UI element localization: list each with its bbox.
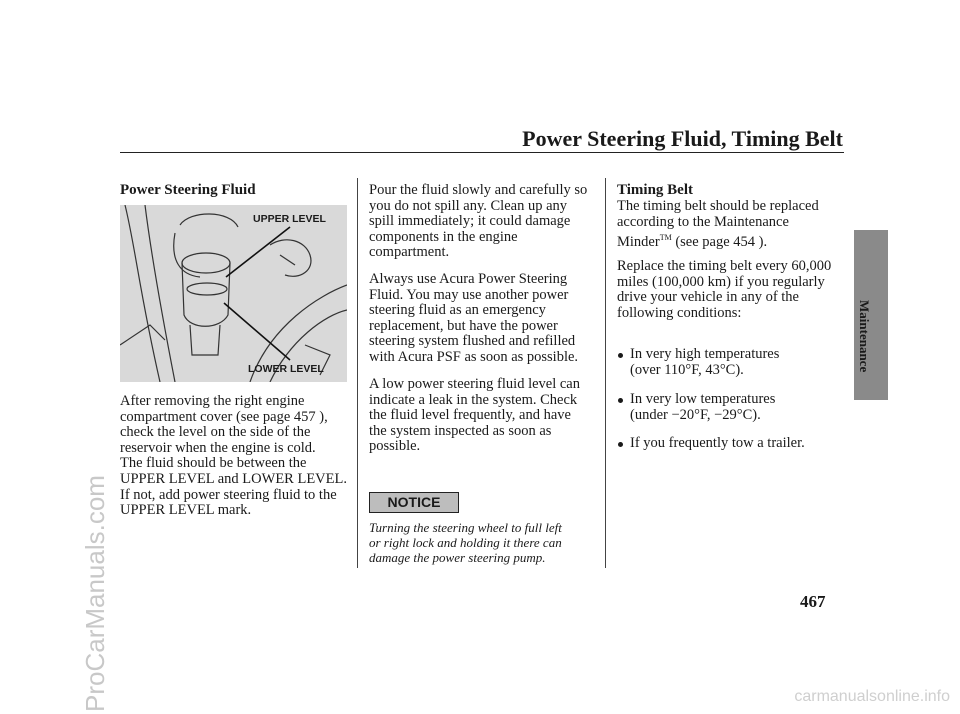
text-line: with Acura PSF as soon as possible. bbox=[369, 348, 579, 365]
timing-belt-heading: Timing Belt bbox=[617, 182, 693, 198]
text-line: check the level on the side of the bbox=[120, 424, 311, 441]
text-line: damage the power steering pump. bbox=[369, 550, 546, 565]
text-line: In very low temperatures bbox=[630, 391, 776, 407]
timing-belt-intro bbox=[617, 199, 852, 251]
text-line: indicate a leak in the system. Check bbox=[369, 391, 578, 408]
text-line: possible. bbox=[369, 438, 421, 455]
text-line: After removing the right engine bbox=[120, 393, 305, 409]
column-divider-right bbox=[605, 178, 606, 568]
text-line: The timing belt should be replaced bbox=[617, 198, 819, 214]
text-line: compartment. bbox=[369, 244, 450, 261]
bullet-dot-icon bbox=[618, 353, 623, 358]
acura-psf-paragraph bbox=[369, 272, 604, 366]
text-line: you do not spill any. Clean up any bbox=[369, 197, 568, 214]
minder-word: Minder bbox=[617, 234, 660, 251]
text-line: spill immediately; it could damage bbox=[369, 213, 571, 230]
check-level-paragraph bbox=[120, 394, 355, 519]
text-line: the fluid level frequently, and have bbox=[369, 407, 571, 424]
text-line: UPPER LEVEL mark. bbox=[120, 502, 252, 519]
text-line: UPPER LEVEL and LOWER LEVEL. bbox=[120, 470, 347, 487]
text-line: according to the Maintenance bbox=[617, 213, 789, 230]
text-line: (over 110°F, 43°C). bbox=[630, 361, 744, 378]
text-line: the system inspected as soon as bbox=[369, 422, 552, 439]
condition-bullet-low-temp bbox=[618, 392, 858, 424]
text-line: replacement, but have the power bbox=[369, 317, 558, 334]
text-line: In very high temperatures bbox=[630, 346, 780, 362]
text-line: drive your vehicle in any of the bbox=[617, 289, 799, 306]
text-line: Always use Acura Power Steering bbox=[369, 271, 568, 287]
text-line bbox=[617, 230, 852, 251]
lower-level-label: LOWER LEVEL bbox=[248, 363, 324, 375]
notice-text bbox=[369, 520, 604, 565]
text-line: compartment cover (see page 457 ), bbox=[120, 408, 328, 425]
pour-fluid-paragraph bbox=[369, 183, 604, 261]
text-line: steering system flushed and refilled bbox=[369, 333, 576, 350]
notice-badge: NOTICE bbox=[369, 492, 459, 513]
page-number: 467 bbox=[800, 592, 826, 611]
text-line: steering fluid as an emergency bbox=[369, 302, 546, 319]
text-line: If you frequently tow a trailer. bbox=[630, 435, 805, 451]
watermark-left: ProCarManuals.com bbox=[80, 475, 110, 712]
section-tab-label: Maintenance bbox=[857, 300, 872, 373]
page-title: Power Steering Fluid, Timing Belt bbox=[522, 126, 843, 151]
text-line: or right lock and holding it there can bbox=[369, 535, 562, 550]
see-page-text: (see page 454 ). bbox=[671, 234, 768, 251]
text-line: Replace the timing belt every 60,000 bbox=[617, 258, 832, 274]
title-divider bbox=[120, 152, 844, 153]
text-line: If not, add power steering fluid to the bbox=[120, 486, 337, 503]
text-line: following conditions: bbox=[617, 304, 742, 321]
power-steering-heading: Power Steering Fluid bbox=[120, 182, 256, 198]
text-line: A low power steering fluid level can bbox=[369, 376, 580, 392]
text-line: The fluid should be between the bbox=[120, 455, 307, 472]
text-line: reservoir when the engine is cold. bbox=[120, 439, 316, 456]
text-line: (under −20°F, −29°C). bbox=[630, 406, 761, 423]
text-line: Turning the steering wheel to full left bbox=[369, 520, 562, 535]
text-line: miles (100,000 km) if you regularly bbox=[617, 273, 825, 290]
text-line: Fluid. You may use another power bbox=[369, 286, 569, 303]
reservoir-illustration bbox=[120, 205, 347, 382]
text-line: components in the engine bbox=[369, 228, 518, 245]
condition-bullet-high-temp bbox=[618, 347, 858, 379]
bullet-dot-icon bbox=[618, 398, 623, 403]
condition-bullet-trailer bbox=[618, 436, 858, 454]
replace-belt-paragraph bbox=[617, 259, 852, 321]
trademark-mark: TM bbox=[659, 233, 672, 243]
bullet-dot-icon bbox=[618, 442, 623, 447]
upper-level-label: UPPER LEVEL bbox=[253, 213, 326, 225]
text-line: Pour the fluid slowly and carefully so bbox=[369, 182, 588, 198]
low-level-paragraph bbox=[369, 377, 604, 455]
watermark-bottom: carmanualsonline.info bbox=[794, 688, 950, 705]
reservoir-figure bbox=[120, 205, 347, 382]
column-divider-left bbox=[357, 178, 358, 568]
